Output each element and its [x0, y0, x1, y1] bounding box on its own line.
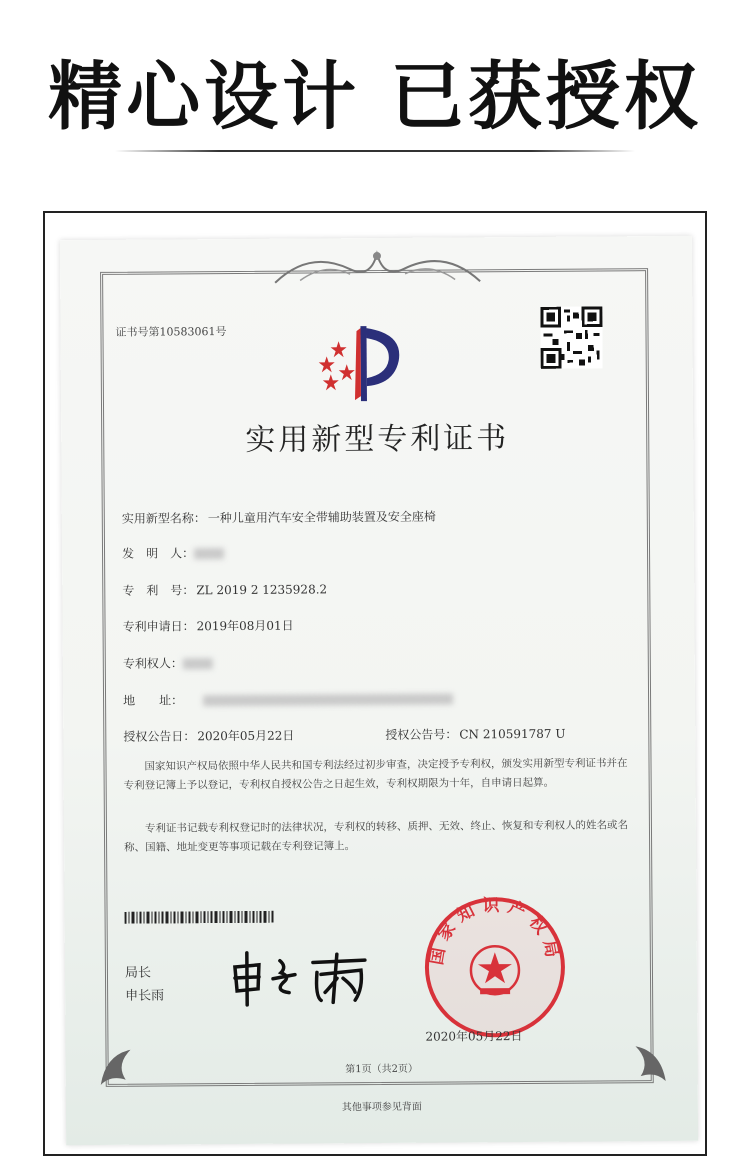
field-inventor: [122, 544, 224, 562]
certificate-paragraph: 专利证书记载专利权登记时的法律状况，专利权的转移、质押、无效、终止、恢复和专利权人的姓名或名称、国籍、地址变更等事项记载在专利登记簿上。: [124, 819, 628, 854]
redacted-value: [203, 693, 453, 706]
field-value: 2019年08月01日: [196, 618, 294, 634]
patent-emblem-icon: [308, 316, 409, 407]
field-utility-model-name: [122, 508, 436, 527]
field-announcement-date: [123, 727, 294, 745]
field-label: 实用新型名称：: [121, 511, 206, 526]
redacted-value: [183, 658, 213, 669]
field-application-date: [122, 617, 293, 635]
certificate-paper: [60, 236, 698, 1145]
field-patent-number: [122, 580, 327, 598]
field-label: 地 址：: [123, 693, 184, 708]
field-value: 一种儿童用汽车安全带辅助装置及安全座椅: [207, 509, 436, 526]
footnote: 其他事项参见背面: [341, 1101, 422, 1114]
director-name: 申长雨: [125, 988, 165, 1004]
banner-title: 精心设计 已获授权: [48, 54, 702, 140]
redacted-value: [194, 548, 224, 559]
page-number: 第1页（共2页）: [345, 1063, 419, 1076]
qr-code-icon: [540, 306, 602, 368]
certificate-paragraph: 国家知识产权局依照中华人民共和国专利法经过初步审查，决定授予专利权，颁发实用新型专利证书并在专利登记簿上予以登记，专利权自授权公告之日起生效，专利权期限为十年，自申请日起算。: [123, 757, 628, 792]
handwritten-signature: [225, 948, 375, 1009]
certificate-number: 证书号第10583061号: [115, 325, 227, 339]
official-seal: [419, 892, 570, 1043]
certificate-frame: [43, 211, 707, 1156]
field-label: 授权公告日：: [123, 729, 196, 744]
seal-date: 2020年05月22日: [425, 1029, 523, 1044]
field-label: 发 明 人：: [121, 546, 195, 561]
field-value: CN 210591787 U: [459, 726, 566, 742]
field-announcement-number: [385, 725, 565, 743]
seal-text: 国家知识产权局: [426, 895, 563, 967]
field-label: 授权公告号：: [385, 727, 458, 742]
corner-ornament-icon: [95, 1030, 155, 1090]
certificate-title: 实用新型专利证书: [245, 421, 510, 458]
corner-ornament-icon: [610, 1026, 670, 1086]
field-label: 专 利 号：: [122, 583, 195, 598]
barcode-icon: [125, 911, 275, 924]
field-label: 专利权人：: [122, 656, 183, 671]
field-value: 2020年05月22日: [197, 728, 295, 744]
director-title: 局长: [124, 965, 152, 981]
field-patentee: [123, 654, 213, 672]
banner-divider: [115, 150, 635, 152]
field-address: [123, 689, 453, 708]
field-value: ZL 2019 2 1235928.2: [196, 582, 328, 598]
field-label: 专利申请日：: [122, 619, 195, 634]
top-ornament-icon: [270, 243, 485, 286]
